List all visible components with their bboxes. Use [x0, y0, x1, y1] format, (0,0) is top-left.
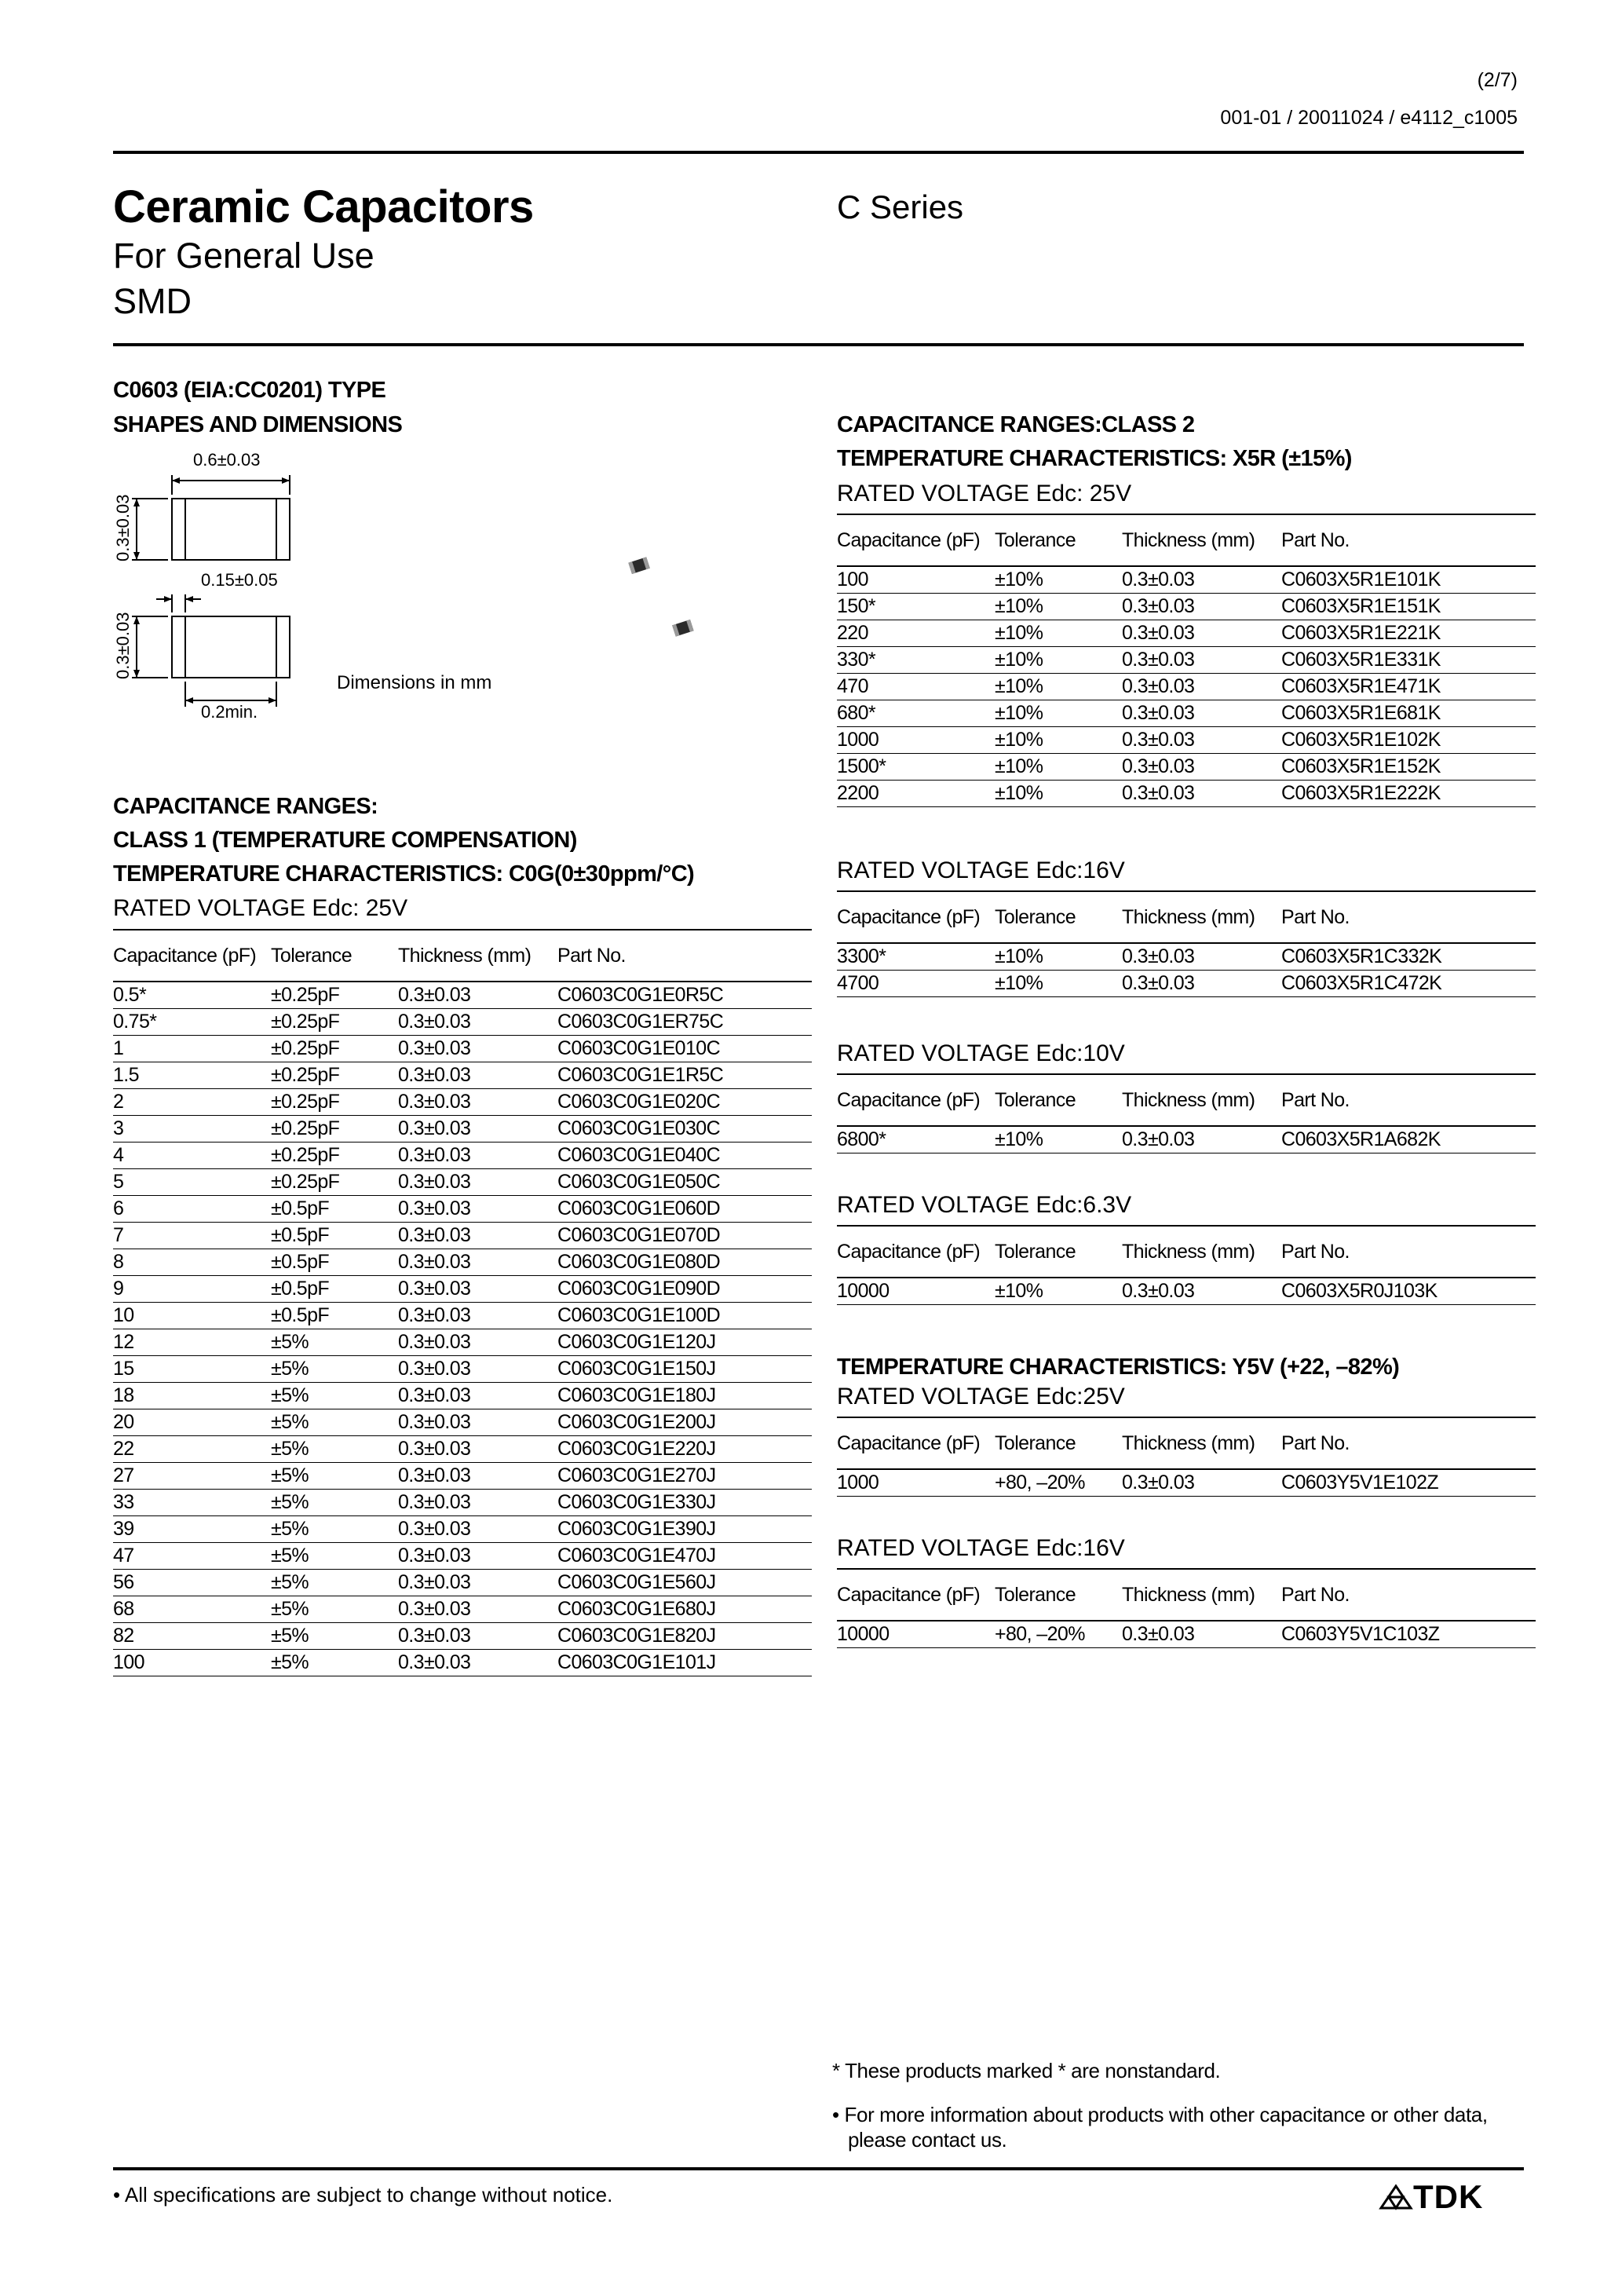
table-row	[837, 943, 1536, 971]
table-row	[113, 1223, 812, 1249]
cell-capacitance: 10	[113, 1303, 271, 1329]
height-dimension-label-bottom: 0.3±0.03	[113, 612, 133, 679]
cell-part-no: C0603C0G1E030C	[557, 1116, 812, 1143]
cell-thickness: 0.3±0.03	[1122, 1126, 1281, 1153]
cell-tolerance: ±10%	[995, 594, 1122, 620]
cell-part-no: C0603C0G1E470J	[557, 1543, 812, 1570]
cell-capacitance: 4	[113, 1143, 271, 1169]
cell-capacitance: 220	[837, 620, 995, 647]
cell-tolerance: ±10%	[995, 1126, 1122, 1153]
cell-part-no: C0603X5R1E152K	[1281, 754, 1536, 781]
cell-capacitance: 39	[113, 1516, 271, 1543]
cell-tolerance: ±5%	[271, 1570, 398, 1596]
top-divider	[113, 151, 1524, 154]
cell-tolerance: +80, –20%	[995, 1621, 1122, 1648]
height-dimension-label-top: 0.3±0.03	[113, 494, 133, 561]
cell-capacitance: 6	[113, 1196, 271, 1223]
cell-thickness: 0.3±0.03	[398, 1196, 557, 1223]
cell-part-no: C0603C0G1E270J	[557, 1463, 812, 1490]
contact-note-line2: please contact us.	[848, 2128, 1007, 2152]
cell-part-no: C0603X5R0J103K	[1281, 1278, 1536, 1305]
cell-capacitance: 82	[113, 1623, 271, 1650]
table-row	[837, 566, 1536, 594]
table-row	[837, 971, 1536, 997]
capacitance-ranges-heading: CAPACITANCE RANGES:	[113, 794, 378, 819]
cell-thickness: 0.3±0.03	[398, 1516, 557, 1543]
capacitance-table	[837, 1225, 1536, 1305]
contact-bullet: •	[832, 2103, 839, 2126]
star-marker: *	[832, 2059, 840, 2082]
column-header-capacitance: Capacitance (pF)	[837, 514, 995, 566]
column-header-thickness: Thickness (mm)	[398, 930, 557, 982]
cell-tolerance: ±10%	[995, 1278, 1122, 1305]
cell-capacitance: 100	[837, 566, 995, 594]
cell-tolerance: ±10%	[995, 754, 1122, 781]
table-row	[113, 1303, 812, 1329]
cell-capacitance: 330*	[837, 647, 995, 674]
column-header-tolerance: Tolerance	[995, 1226, 1122, 1278]
cell-thickness: 0.3±0.03	[398, 1223, 557, 1249]
cell-capacitance: 680*	[837, 700, 995, 727]
table-row	[113, 1409, 812, 1436]
x5r-heading: TEMPERATURE CHARACTERISTICS: X5R (±15%)	[837, 446, 1352, 471]
cell-thickness: 0.3±0.03	[1122, 1469, 1281, 1497]
table-row	[113, 1543, 812, 1570]
cell-thickness: 0.3±0.03	[1122, 727, 1281, 754]
column-header-thickness: Thickness (mm)	[1122, 514, 1281, 566]
table-header-row	[837, 891, 1536, 943]
cell-thickness: 0.3±0.03	[398, 1249, 557, 1276]
cell-tolerance: ±0.5pF	[271, 1303, 398, 1329]
cell-tolerance: ±0.25pF	[271, 1009, 398, 1036]
band-dimension-label: 0.15±0.05	[201, 570, 278, 590]
cell-tolerance: ±0.25pF	[271, 1036, 398, 1062]
table-row	[113, 1516, 812, 1543]
cell-capacitance: 1	[113, 1036, 271, 1062]
cell-tolerance: ±10%	[995, 971, 1122, 997]
cell-capacitance: 56	[113, 1570, 271, 1596]
column-header-part-no: Part No.	[1281, 1417, 1536, 1469]
cell-thickness: 0.3±0.03	[1122, 1621, 1281, 1648]
cell-part-no: C0603C0G1E050C	[557, 1169, 812, 1196]
cell-tolerance: ±10%	[995, 781, 1122, 807]
table-row	[837, 647, 1536, 674]
cell-part-no: C0603X5R1E222K	[1281, 781, 1536, 807]
cell-tolerance: ±0.25pF	[271, 1062, 398, 1089]
type-heading: C0603 (EIA:CC0201) TYPE	[113, 378, 386, 403]
cell-thickness: 0.3±0.03	[398, 1116, 557, 1143]
cell-tolerance: ±5%	[271, 1596, 398, 1623]
nonstandard-note	[832, 2057, 1220, 2084]
column-header-capacitance: Capacitance (pF)	[837, 1226, 995, 1278]
cell-tolerance: ±5%	[271, 1436, 398, 1463]
table-row	[837, 674, 1536, 700]
cell-thickness: 0.3±0.03	[398, 1329, 557, 1356]
cell-tolerance: ±0.5pF	[271, 1196, 398, 1223]
table-row	[113, 1490, 812, 1516]
cell-tolerance: ±10%	[995, 620, 1122, 647]
column-header-thickness: Thickness (mm)	[1122, 891, 1281, 943]
table-row	[837, 1278, 1536, 1305]
capacitance-table	[837, 1073, 1536, 1153]
cell-capacitance: 3300*	[837, 943, 995, 971]
column-header-part-no: Part No.	[1281, 1226, 1536, 1278]
cell-thickness: 0.3±0.03	[1122, 674, 1281, 700]
table-row	[113, 1249, 812, 1276]
cell-tolerance: ±5%	[271, 1356, 398, 1383]
cell-thickness: 0.3±0.03	[1122, 781, 1281, 807]
table-row	[837, 1126, 1536, 1153]
cell-part-no: C0603X5R1C332K	[1281, 943, 1536, 971]
cell-part-no: C0603X5R1E101K	[1281, 566, 1536, 594]
cell-thickness: 0.3±0.03	[398, 1169, 557, 1196]
cell-tolerance: ±10%	[995, 647, 1122, 674]
cell-tolerance: ±10%	[995, 943, 1122, 971]
cell-tolerance: ±5%	[271, 1543, 398, 1570]
cell-capacitance: 2	[113, 1089, 271, 1116]
cell-capacitance: 1000	[837, 727, 995, 754]
cell-part-no: C0603C0G1E820J	[557, 1623, 812, 1650]
rated-voltage-label: RATED VOLTAGE Edc:10V	[837, 1040, 1125, 1066]
table-row	[113, 1463, 812, 1490]
cell-tolerance: ±5%	[271, 1383, 398, 1409]
document-code: 001-01 / 20011024 / e4112_c1005	[1220, 107, 1518, 129]
cell-capacitance: 33	[113, 1490, 271, 1516]
cell-capacitance: 9	[113, 1276, 271, 1303]
table-row	[837, 1469, 1536, 1497]
column-header-thickness: Thickness (mm)	[1122, 1226, 1281, 1278]
cell-capacitance: 8	[113, 1249, 271, 1276]
chip-outline-bottom	[172, 616, 290, 678]
table-row	[113, 1570, 812, 1596]
cell-capacitance: 7	[113, 1223, 271, 1249]
cell-thickness: 0.3±0.03	[398, 1089, 557, 1116]
capacitance-table	[837, 1417, 1536, 1497]
cell-thickness: 0.3±0.03	[398, 1596, 557, 1623]
cell-part-no: C0603C0G1E080D	[557, 1249, 812, 1276]
table-row	[113, 982, 812, 1009]
column-header-thickness: Thickness (mm)	[1122, 1417, 1281, 1469]
cell-capacitance: 470	[837, 674, 995, 700]
table-row	[837, 620, 1536, 647]
cell-capacitance: 15	[113, 1356, 271, 1383]
column-header-part-no: Part No.	[1281, 514, 1536, 566]
cell-tolerance: ±5%	[271, 1409, 398, 1436]
c0g-heading: TEMPERATURE CHARACTERISTICS: C0G(0±30ppm/°C)	[113, 861, 695, 887]
table-header-row	[837, 514, 1536, 566]
cell-part-no: C0603C0G1E090D	[557, 1276, 812, 1303]
table-row	[837, 727, 1536, 754]
cell-tolerance: ±10%	[995, 700, 1122, 727]
table-row	[113, 1062, 812, 1089]
footer-divider	[113, 2167, 1524, 2170]
cell-thickness: 0.3±0.03	[1122, 566, 1281, 594]
table-row	[113, 1009, 812, 1036]
cell-tolerance: ±0.25pF	[271, 1116, 398, 1143]
cell-capacitance: 1000	[837, 1469, 995, 1497]
cell-part-no: C0603X5R1E681K	[1281, 700, 1536, 727]
cell-thickness: 0.3±0.03	[1122, 1278, 1281, 1305]
cell-thickness: 0.3±0.03	[398, 1436, 557, 1463]
cell-tolerance: ±0.5pF	[271, 1249, 398, 1276]
table-row	[113, 1329, 812, 1356]
cell-thickness: 0.3±0.03	[398, 1543, 557, 1570]
class2-heading: CAPACITANCE RANGES:CLASS 2	[837, 412, 1195, 437]
rated-voltage-c0g: RATED VOLTAGE Edc: 25V	[113, 895, 408, 921]
column-header-capacitance: Capacitance (pF)	[837, 891, 995, 943]
cell-part-no: C0603C0G1ER75C	[557, 1009, 812, 1036]
cell-part-no: C0603C0G1E020C	[557, 1089, 812, 1116]
page-title: Ceramic Capacitors	[113, 181, 534, 232]
table-row	[837, 700, 1536, 727]
table-row	[113, 1436, 812, 1463]
table-row	[113, 1596, 812, 1623]
cell-part-no: C0603C0G1E680J	[557, 1596, 812, 1623]
cell-thickness: 0.3±0.03	[1122, 620, 1281, 647]
cell-capacitance: 1.5	[113, 1062, 271, 1089]
cell-tolerance: ±5%	[271, 1463, 398, 1490]
cell-capacitance: 5	[113, 1169, 271, 1196]
table-header-row	[837, 1226, 1536, 1278]
cell-tolerance: ±0.25pF	[271, 1169, 398, 1196]
table-row	[113, 1036, 812, 1062]
rated-voltage-label: RATED VOLTAGE Edc:16V	[837, 1535, 1125, 1561]
cell-thickness: 0.3±0.03	[398, 1356, 557, 1383]
cell-thickness: 0.3±0.03	[398, 1303, 557, 1329]
cell-part-no: C0603C0G1E560J	[557, 1570, 812, 1596]
cell-tolerance: +80, –20%	[995, 1469, 1122, 1497]
cell-part-no: C0603C0G1E070D	[557, 1223, 812, 1249]
table-row	[113, 1276, 812, 1303]
column-header-tolerance: Tolerance	[271, 930, 398, 982]
series-label: C Series	[837, 188, 964, 225]
cell-tolerance: ±10%	[995, 727, 1122, 754]
cell-thickness: 0.3±0.03	[1122, 754, 1281, 781]
table-row	[837, 781, 1536, 807]
cell-part-no: C0603C0G1E120J	[557, 1329, 812, 1356]
cell-part-no: C0603Y5V1C103Z	[1281, 1621, 1536, 1648]
cell-part-no: C0603C0G1E060D	[557, 1196, 812, 1223]
cell-part-no: C0603C0G1E0R5C	[557, 982, 812, 1009]
cell-thickness: 0.3±0.03	[398, 1009, 557, 1036]
tdk-mark-icon	[1379, 2184, 1413, 2210]
contact-note	[832, 2101, 1488, 2128]
cell-thickness: 0.3±0.03	[398, 1623, 557, 1650]
column-header-capacitance: Capacitance (pF)	[837, 1569, 995, 1621]
table-header-row	[113, 930, 812, 982]
cell-capacitance: 20	[113, 1409, 271, 1436]
cell-tolerance: ±10%	[995, 566, 1122, 594]
cell-thickness: 0.3±0.03	[398, 1650, 557, 1676]
cell-thickness: 0.3±0.03	[1122, 700, 1281, 727]
cell-part-no: C0603X5R1E471K	[1281, 674, 1536, 700]
cell-capacitance: 0.75*	[113, 1009, 271, 1036]
rated-voltage-label: RATED VOLTAGE Edc:16V	[837, 857, 1125, 883]
cell-capacitance: 1500*	[837, 754, 995, 781]
chip-photo	[625, 554, 696, 640]
cell-tolerance: ±5%	[271, 1329, 398, 1356]
column-header-capacitance: Capacitance (pF)	[837, 1417, 995, 1469]
cell-tolerance: ±0.25pF	[271, 1143, 398, 1169]
length-dimension-label: 0.6±0.03	[193, 450, 261, 470]
column-header-tolerance: Tolerance	[995, 891, 1122, 943]
capacitance-table	[837, 890, 1536, 997]
cell-capacitance: 150*	[837, 594, 995, 620]
cell-part-no: C0603C0G1E390J	[557, 1516, 812, 1543]
column-header-tolerance: Tolerance	[995, 514, 1122, 566]
cell-thickness: 0.3±0.03	[398, 1276, 557, 1303]
title-divider	[113, 343, 1524, 346]
table-row	[113, 1116, 812, 1143]
cell-part-no: C0603X5R1C472K	[1281, 971, 1536, 997]
table-row	[113, 1650, 812, 1676]
cell-thickness: 0.3±0.03	[398, 1490, 557, 1516]
cell-capacitance: 12	[113, 1329, 271, 1356]
cell-capacitance: 2200	[837, 781, 995, 807]
column-header-part-no: Part No.	[1281, 1074, 1536, 1126]
column-header-part-no: Part No.	[1281, 891, 1536, 943]
table-header-row	[837, 1417, 1536, 1469]
table-header-row	[837, 1569, 1536, 1621]
cell-capacitance: 18	[113, 1383, 271, 1409]
nonstandard-note-text: These products marked * are nonstandard.	[845, 2059, 1221, 2082]
column-header-part-no: Part No.	[1281, 1569, 1536, 1621]
column-header-capacitance: Capacitance (pF)	[113, 930, 271, 982]
cell-thickness: 0.3±0.03	[1122, 594, 1281, 620]
page-subtitle-smd: SMD	[113, 281, 192, 321]
cell-capacitance: 3	[113, 1116, 271, 1143]
cell-part-no: C0603X5R1E221K	[1281, 620, 1536, 647]
cell-capacitance: 10000	[837, 1621, 995, 1648]
cell-tolerance: ±5%	[271, 1490, 398, 1516]
table-row	[113, 1169, 812, 1196]
page-number: (2/7)	[1477, 69, 1518, 91]
cell-part-no: C0603C0G1E010C	[557, 1036, 812, 1062]
tdk-logo-text: TDK	[1413, 2178, 1484, 2215]
cell-part-no: C0603X5R1E151K	[1281, 594, 1536, 620]
cell-capacitance: 4700	[837, 971, 995, 997]
table-row	[113, 1356, 812, 1383]
cell-tolerance: ±0.25pF	[271, 982, 398, 1009]
cell-part-no: C0603C0G1E101J	[557, 1650, 812, 1676]
cell-part-no: C0603C0G1E200J	[557, 1409, 812, 1436]
capacitance-table	[837, 1568, 1536, 1648]
cell-part-no: C0603Y5V1E102Z	[1281, 1469, 1536, 1497]
cell-capacitance: 10000	[837, 1278, 995, 1305]
cell-capacitance: 100	[113, 1650, 271, 1676]
class1-heading: CLASS 1 (TEMPERATURE COMPENSATION)	[113, 828, 577, 853]
y5v-heading: TEMPERATURE CHARACTERISTICS: Y5V (+22, –82%)	[837, 1355, 1400, 1380]
cell-tolerance: ±10%	[995, 674, 1122, 700]
table-row	[113, 1143, 812, 1169]
table-row	[113, 1623, 812, 1650]
rated-voltage-label: RATED VOLTAGE Edc: 25V	[837, 481, 1132, 506]
c0g-table	[113, 929, 812, 1676]
cell-part-no: C0603X5R1E331K	[1281, 647, 1536, 674]
table-row	[113, 1089, 812, 1116]
cell-capacitance: 47	[113, 1543, 271, 1570]
cell-thickness: 0.3±0.03	[398, 1409, 557, 1436]
cell-thickness: 0.3±0.03	[398, 1570, 557, 1596]
cell-part-no: C0603X5R1A682K	[1281, 1126, 1536, 1153]
gap-dimension-label: 0.2min.	[201, 702, 258, 722]
cell-thickness: 0.3±0.03	[398, 1062, 557, 1089]
table-row	[113, 1383, 812, 1409]
cell-thickness: 0.3±0.03	[398, 1463, 557, 1490]
cell-tolerance: ±5%	[271, 1650, 398, 1676]
column-header-capacitance: Capacitance (pF)	[837, 1074, 995, 1126]
column-header-tolerance: Tolerance	[995, 1569, 1122, 1621]
cell-tolerance: ±0.25pF	[271, 1089, 398, 1116]
rated-voltage-label: RATED VOLTAGE Edc:6.3V	[837, 1192, 1132, 1218]
table-row	[837, 754, 1536, 781]
cell-part-no: C0603C0G1E100D	[557, 1303, 812, 1329]
cell-capacitance: 0.5*	[113, 982, 271, 1009]
cell-tolerance: ±5%	[271, 1623, 398, 1650]
cell-tolerance: ±0.5pF	[271, 1276, 398, 1303]
cell-part-no: C0603C0G1E040C	[557, 1143, 812, 1169]
table-row	[113, 1196, 812, 1223]
cell-part-no: C0603C0G1E1R5C	[557, 1062, 812, 1089]
footer-notice: • All specifications are subject to change without notice.	[113, 2183, 613, 2206]
tdk-logo	[1379, 2178, 1483, 2216]
column-header-part-no: Part No.	[557, 930, 812, 982]
cell-thickness: 0.3±0.03	[398, 982, 557, 1009]
table-header-row	[837, 1074, 1536, 1126]
cell-thickness: 0.3±0.03	[398, 1383, 557, 1409]
dimensions-note: Dimensions in mm	[337, 672, 492, 693]
cell-part-no: C0603X5R1E102K	[1281, 727, 1536, 754]
cell-part-no: C0603C0G1E220J	[557, 1436, 812, 1463]
cell-capacitance: 68	[113, 1596, 271, 1623]
column-header-thickness: Thickness (mm)	[1122, 1569, 1281, 1621]
cell-thickness: 0.3±0.03	[1122, 971, 1281, 997]
cell-thickness: 0.3±0.03	[1122, 647, 1281, 674]
cell-part-no: C0603C0G1E150J	[557, 1356, 812, 1383]
cell-capacitance: 22	[113, 1436, 271, 1463]
cell-tolerance: ±5%	[271, 1516, 398, 1543]
cell-thickness: 0.3±0.03	[398, 1036, 557, 1062]
column-header-thickness: Thickness (mm)	[1122, 1074, 1281, 1126]
page-subtitle: For General Use	[113, 236, 374, 276]
cell-capacitance: 6800*	[837, 1126, 995, 1153]
cell-part-no: C0603C0G1E330J	[557, 1490, 812, 1516]
capacitance-table	[837, 514, 1536, 807]
cell-thickness: 0.3±0.03	[398, 1143, 557, 1169]
cell-tolerance: ±0.5pF	[271, 1223, 398, 1249]
column-header-tolerance: Tolerance	[995, 1417, 1122, 1469]
cell-capacitance: 27	[113, 1463, 271, 1490]
table-row	[837, 594, 1536, 620]
column-header-tolerance: Tolerance	[995, 1074, 1122, 1126]
cell-part-no: C0603C0G1E180J	[557, 1383, 812, 1409]
shapes-heading: SHAPES AND DIMENSIONS	[113, 412, 403, 437]
rated-voltage-label: RATED VOLTAGE Edc:25V	[837, 1384, 1125, 1409]
contact-note-text: For more information about products with other capacitance or other data,	[844, 2103, 1488, 2126]
cell-thickness: 0.3±0.03	[1122, 943, 1281, 971]
table-row	[837, 1621, 1536, 1648]
chip-outline-top	[172, 499, 290, 560]
